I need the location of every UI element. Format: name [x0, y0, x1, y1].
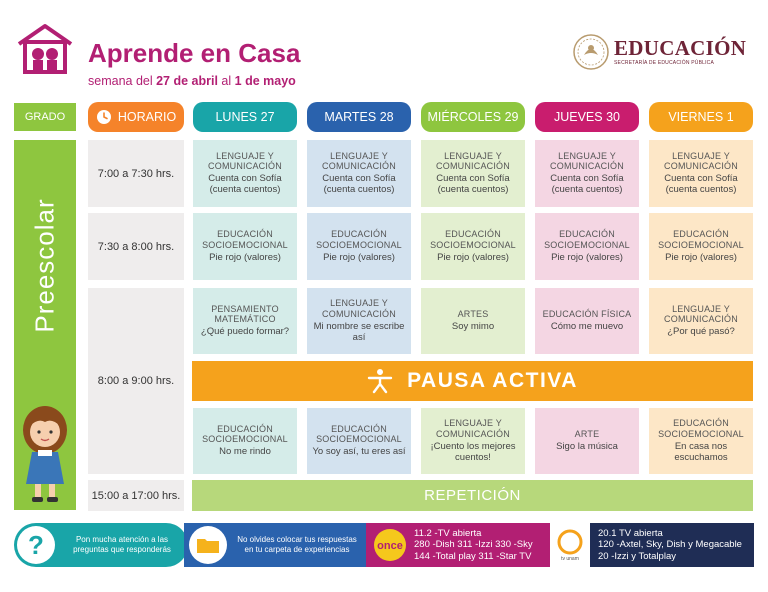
horario-header: HORARIO [88, 102, 184, 132]
exercise-person-icon [367, 368, 393, 394]
class-cell: EDUCACIÓN SOCIOEMOCIONAL Pie rojo (valores) [421, 213, 525, 280]
channels-unam [590, 523, 754, 567]
clock-icon [96, 109, 112, 125]
class-cell: EDUCACIÓN SOCIOEMOCIONAL En casa nos escuchamos [649, 408, 753, 474]
tv-unam-logo: tv unam [550, 523, 590, 567]
class-cell: LENGUAJE Y COMUNICACIÓN ¿Por qué pasó? [649, 288, 753, 354]
tv-unam-logo-icon [556, 528, 584, 556]
day-header-friday: VIERNES 1 [649, 102, 753, 132]
education-logo-subtext: SECRETARÍA DE EDUCACIÓN PÚBLICA [614, 60, 715, 66]
week-subtitle: semana del 27 de abril al 1 de mayo [88, 74, 296, 88]
day-header-thursday: JUEVES 30 [535, 102, 639, 132]
grado-header: GRADO [14, 103, 76, 131]
time-slot: 8:00 a 9:00 hrs. [88, 288, 184, 474]
channel-line: 120 -Axtel, Sky, Dish y Megacable [598, 539, 742, 551]
class-cell: LENGUAJE Y COMUNICACIÓN Cuenta con Sofía (cuenta cuentos) [193, 140, 297, 207]
class-cell: ARTES Soy mimo [421, 288, 525, 354]
class-cell: LENGUAJE Y COMUNICACIÓN Cuenta con Sofía (cuenta cuentos) [535, 140, 639, 207]
channel-line: 20 -Izzi y Totalplay [598, 550, 676, 562]
class-cell: LENGUAJE Y COMUNICACIÓN Cuenta con Sofía (cuenta cuentos) [421, 140, 525, 207]
time-slot: 7:00 a 7:30 hrs. [88, 140, 184, 207]
class-cell: EDUCACIÓN SOCIOEMOCIONAL Pie rojo (valores) [649, 213, 753, 280]
channels-once [366, 523, 550, 567]
tip-questions: ? Pon mucha atención a las preguntas que responderás [14, 523, 188, 567]
channel-line: 11.2 -TV abierta [414, 527, 482, 539]
education-logo-text: EDUCACIÓN [614, 36, 747, 60]
folder-icon [188, 525, 228, 565]
mexico-seal-icon [572, 33, 610, 71]
time-slot: 7:30 a 8:00 hrs. [88, 213, 184, 280]
class-cell: LENGUAJE Y COMUNICACIÓN Cuenta con Sofía (cuenta cuentos) [307, 140, 411, 207]
day-header-monday: LUNES 27 [193, 102, 297, 132]
house-logo-icon [16, 22, 74, 74]
day-header-tuesday: MARTES 28 [307, 102, 411, 132]
svg-text:once: once [377, 540, 403, 552]
question-icon [16, 525, 56, 565]
canal-once-logo-icon [372, 527, 408, 563]
class-cell: EDUCACIÓN FÍSICA Cómo me muevo [535, 288, 639, 354]
channel-line: 280 -Dish 311 -Izzi 330 -Sky [414, 539, 533, 551]
class-cell: ARTE Sigo la música [535, 408, 639, 474]
girl-illustration-icon [18, 400, 72, 505]
channel-line: 144 -Total play 311 -Star TV [414, 550, 532, 562]
pausa-activa-banner: PAUSA ACTIVA [192, 361, 753, 401]
day-header-wednesday: MIÉRCOLES 29 [421, 102, 525, 132]
class-cell: EDUCACIÓN SOCIOEMOCIONAL Pie rojo (valores) [307, 213, 411, 280]
class-cell: LENGUAJE Y COMUNICACIÓN Mi nombre se escribe así [307, 288, 411, 354]
class-cell: PENSAMIENTO MATEMÁTICO ¿Qué puedo formar? [193, 288, 297, 354]
repeticion-banner: REPETICIÓN [192, 480, 753, 511]
tip-folder: No olvides colocar tus respuestas en tu carpeta de experiencias [184, 523, 366, 567]
class-cell: LENGUAJE Y COMUNICACIÓN ¡Cuento los mejores cuentos! [421, 408, 525, 474]
class-cell: LENGUAJE Y COMUNICACIÓN Cuenta con Sofía (cuenta cuentos) [649, 140, 753, 207]
class-cell: EDUCACIÓN SOCIOEMOCIONAL Pie rojo (valores) [193, 213, 297, 280]
class-cell: EDUCACIÓN SOCIOEMOCIONAL Yo soy así, tu eres así [307, 408, 411, 474]
class-cell: EDUCACIÓN SOCIOEMOCIONAL No me rindo [193, 408, 297, 474]
svg-text:?: ? [28, 530, 44, 560]
channel-line: 20.1 TV abierta [598, 527, 663, 539]
class-cell: EDUCACIÓN SOCIOEMOCIONAL Pie rojo (valores) [535, 213, 639, 280]
time-slot: 15:00 a 17:00 hrs. [88, 480, 184, 511]
grade-label: Preescolar [29, 197, 60, 333]
page-title: Aprende en Casa [88, 38, 301, 68]
